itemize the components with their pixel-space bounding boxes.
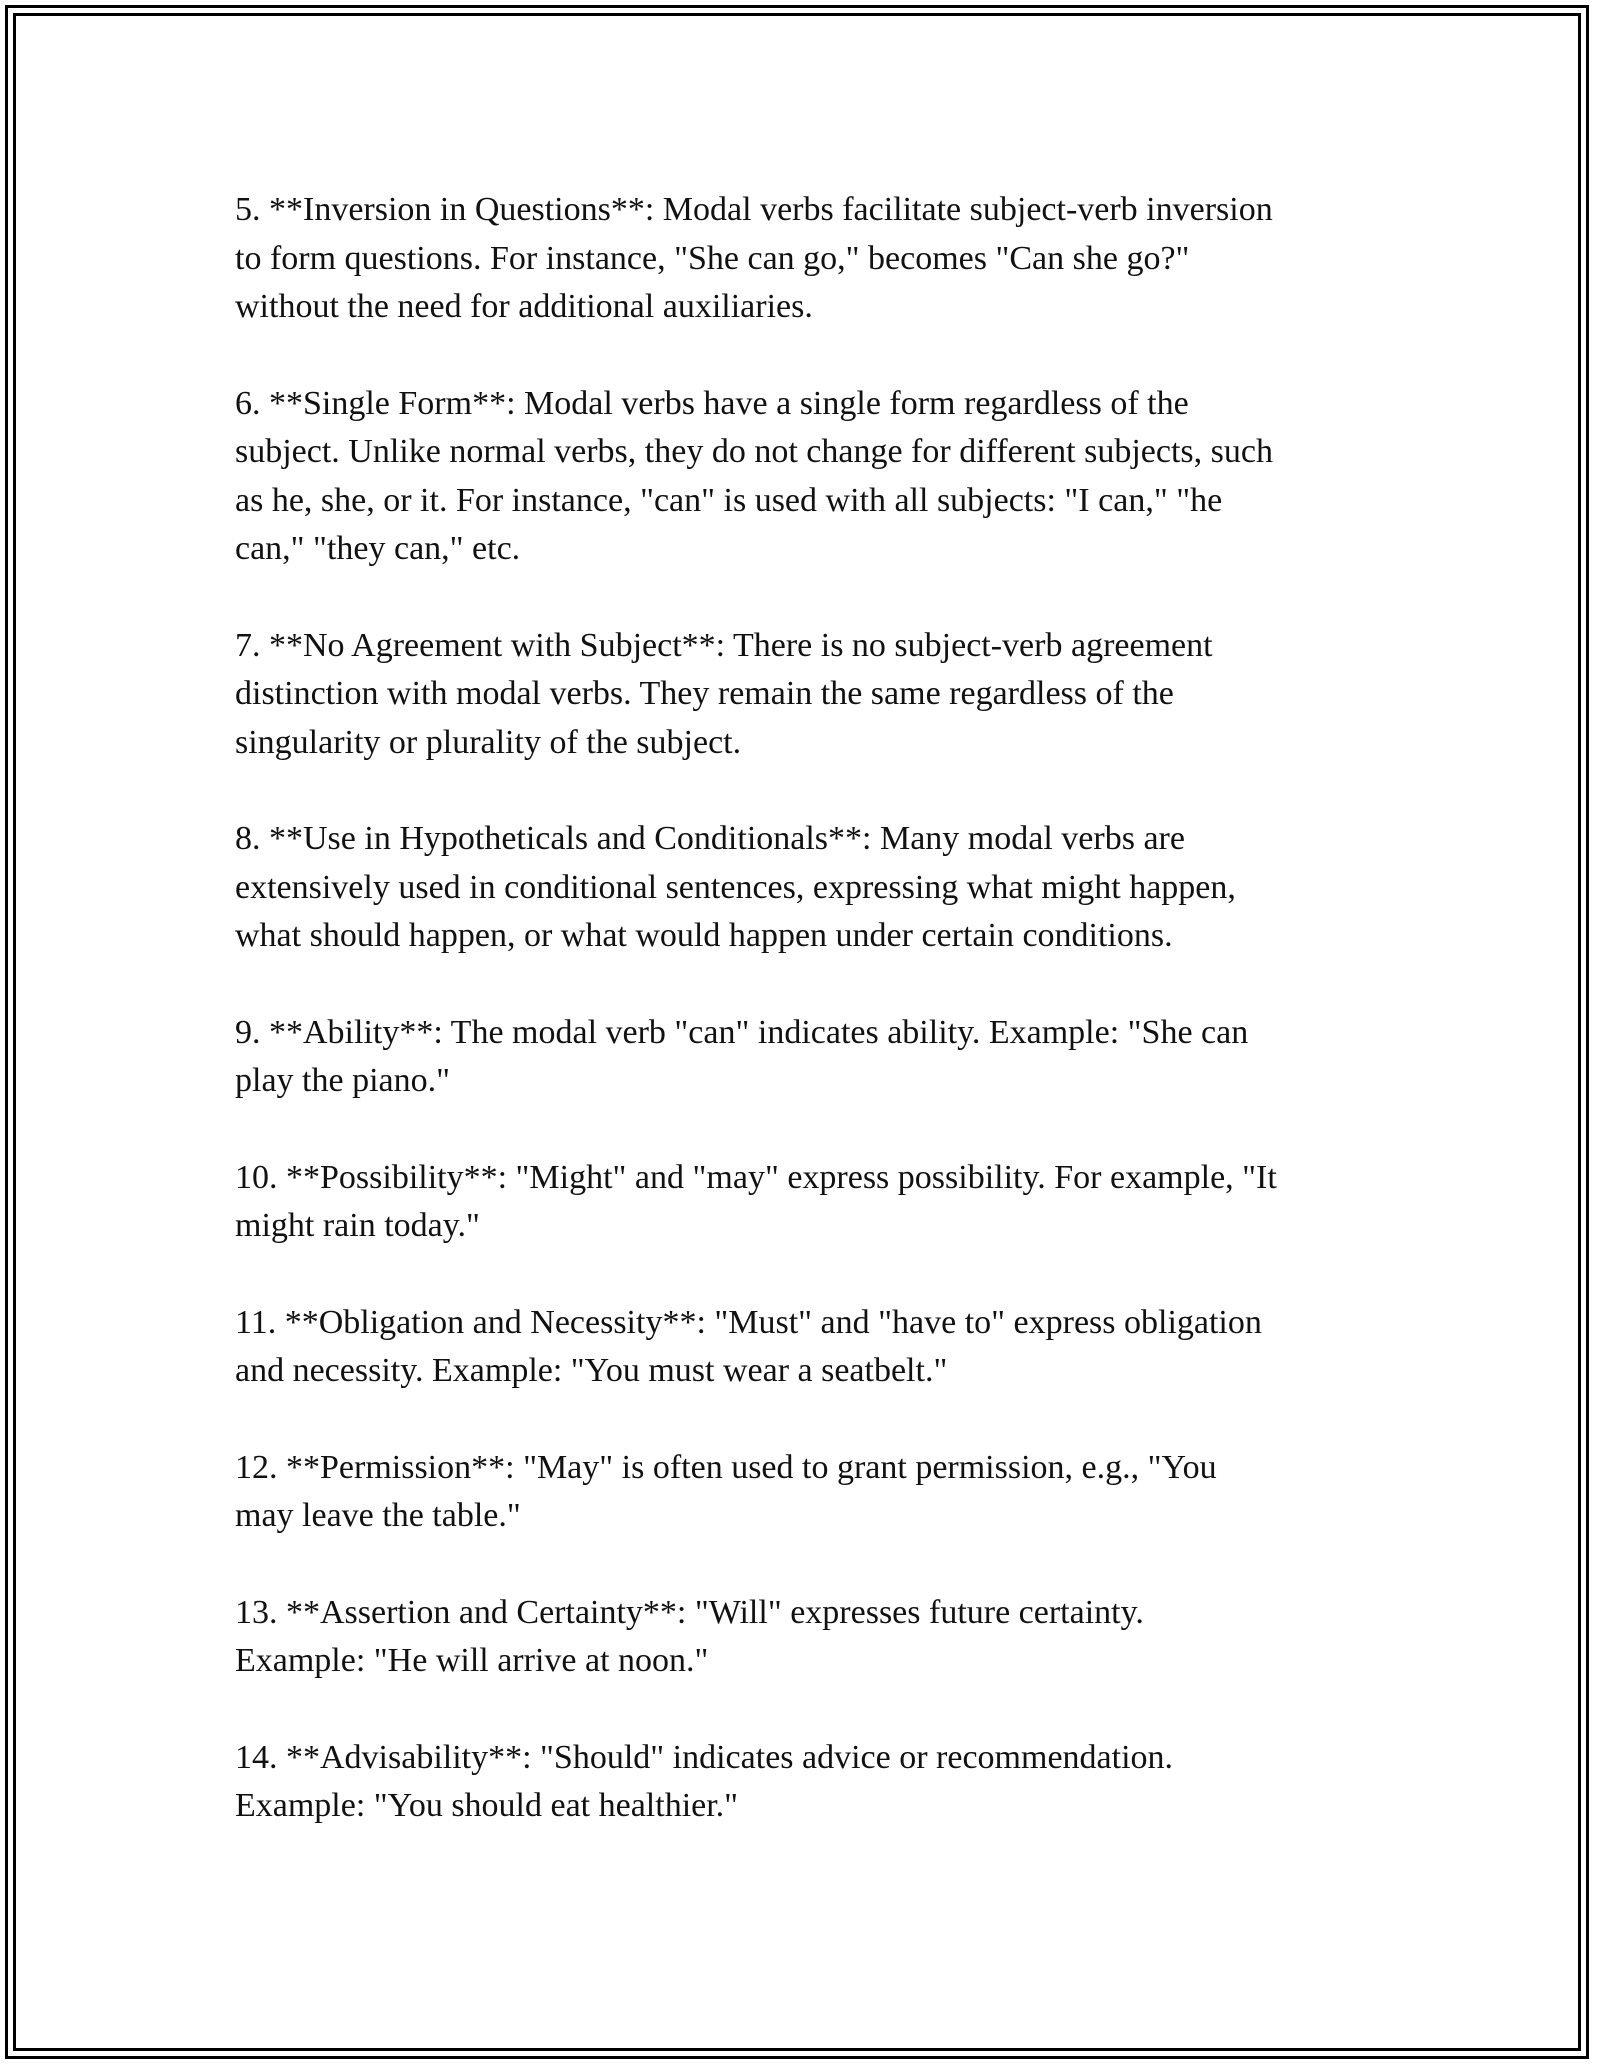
list-item-assertion-and-certainty: 13. **Assertion and Certainty**: "Will" expresses future certainty. Example: "He will arrive at noon."	[235, 1593, 1144, 1679]
document-body	[235, 186, 1370, 1879]
list-item-single-form: 6. **Single Form**: Modal verbs have a single form regardless of the subject. Unlike normal verbs, they do not change for different subjects, such as he, she, or it. For instance, "can" is used with all subjects: "I can," "he can," "they can," etc.	[235, 384, 1273, 567]
list-item-no-agreement-with-subject: 7. **No Agreement with Subject**: There is no subject-verb agreement distinction with modal verbs. They remain the same regardless of the singularity or plurality of the subject.	[235, 626, 1213, 761]
list-item-advisability: 14. **Advisability**: "Should" indicates advice or recommendation. Example: "You should eat healthier."	[235, 1738, 1174, 1824]
list-item-hypotheticals-and-conditionals: 8. **Use in Hypotheticals and Conditionals**: Many modal verbs are extensively used in conditional sentences, expressing what might happen, what should happen, or what would happen under certain conditions.	[235, 820, 1236, 954]
list-item-permission: 12. **Permission**: "May" is often used to grant permission, e.g., "You may leave the table."	[235, 1448, 1217, 1534]
list-item-ability: 9. **Ability**: The modal verb "can" indicates ability. Example: "She can play the piano."	[235, 1013, 1249, 1099]
list-item-obligation-and-necessity: 11. **Obligation and Necessity**: "Must" and "have to" express obligation and necessity. Example: "You must wear a seatbelt."	[235, 1303, 1262, 1389]
list-item-inversion-in-questions: 5. **Inversion in Questions**: Modal verbs facilitate subject-verb inversion to form questions. For instance, "She can go," becomes "Can she go?" without the need for additional auxiliaries.	[235, 191, 1273, 325]
list-item-possibility: 10. **Possibility**: "Might" and "may" express possibility. For example, "It might rain today."	[235, 1158, 1277, 1244]
